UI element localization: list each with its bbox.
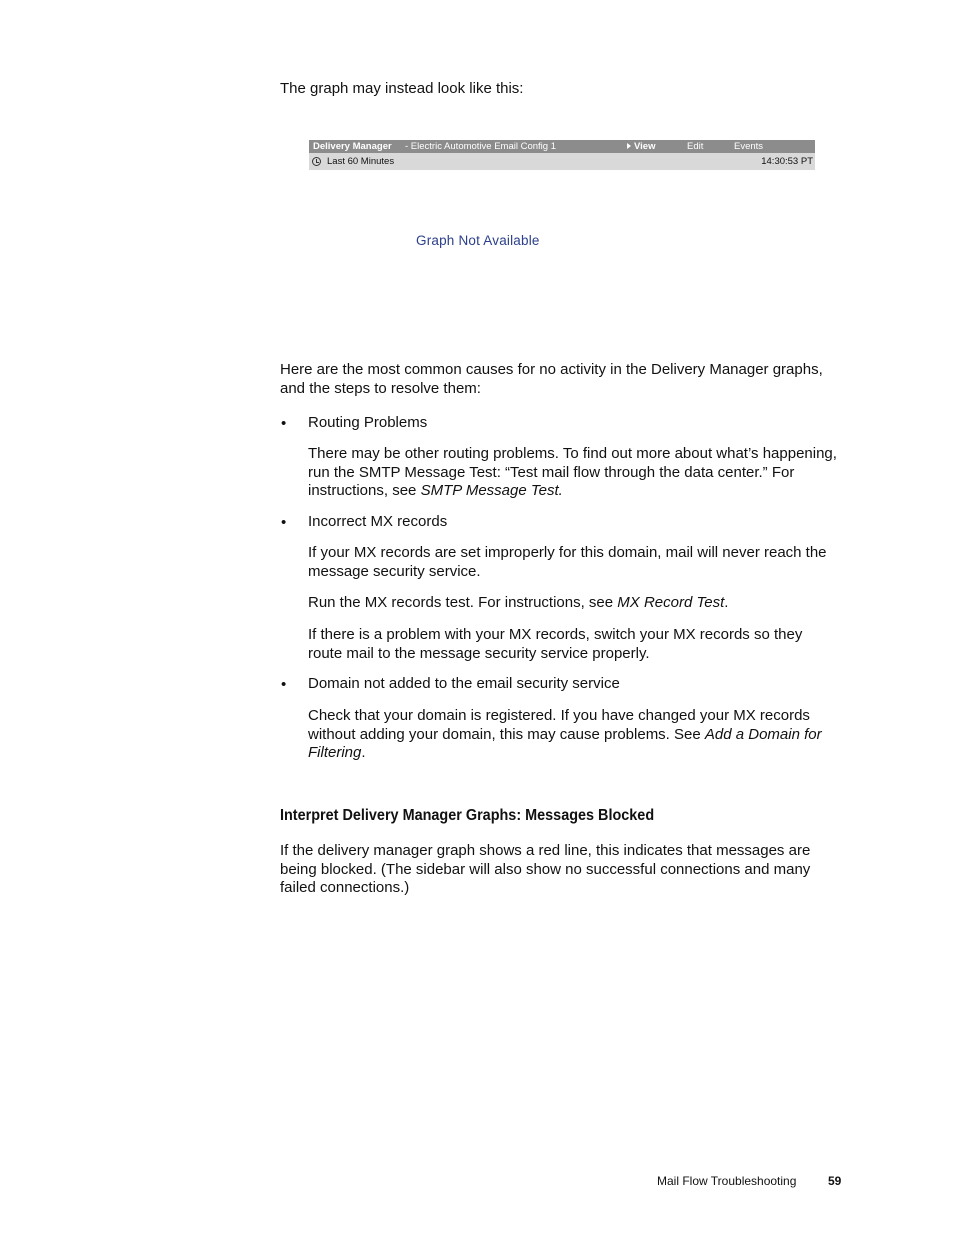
- mx-paragraph-2: Run the MX records test. For instructions, see MX Record Test.: [308, 594, 729, 611]
- smtp-message-test-link[interactable]: SMTP Message Test.: [420, 482, 563, 500]
- mx-paragraph-3: If there is a problem with your MX records, switch your MX records so they route mail to the message security service properly.: [308, 626, 803, 662]
- bullet-label-domain: Domain not added to the email security service: [308, 675, 620, 692]
- graph-not-available: Graph Not Available: [416, 233, 540, 248]
- delivery-manager-widget: [309, 140, 815, 170]
- mx-paragraph-1: If your MX records are set improperly for this domain, mail will never reach the message security service.: [308, 544, 827, 580]
- current-time: 14:30:53 PT: [761, 156, 813, 167]
- blocked-paragraph: If the delivery manager graph shows a red line, this indicates that messages are being blocked. (The sidebar will also show no successful connections and many failed connections.): [280, 842, 811, 897]
- widget-title: Delivery Manager: [313, 141, 392, 152]
- section-heading: Interpret Delivery Manager Graphs: Messages Blocked: [280, 807, 655, 824]
- time-range[interactable]: Last 60 Minutes: [327, 156, 395, 167]
- widget-title-bar: [309, 140, 815, 153]
- mx-record-test-link[interactable]: MX Record Test: [617, 594, 725, 611]
- bullet-label-mx: Incorrect MX records: [308, 513, 448, 530]
- causes-intro: Here are the most common causes for no activity in the Delivery Manager graphs, and the steps to resolve them:: [280, 361, 823, 397]
- bullet-symbol: •: [281, 676, 287, 693]
- routing-paragraph: There may be other routing problems. To find out more about what’s happening, run the SMTP Message Test: “Test mail flow through the data center.” For instructions, see SMTP Message Test.: [308, 445, 837, 500]
- bullet-symbol: •: [281, 415, 287, 432]
- edit-link[interactable]: Edit: [687, 141, 704, 152]
- page-number: 59: [828, 1174, 842, 1188]
- intro-text: The graph may instead look like this:: [280, 80, 524, 97]
- caret-right-icon: [627, 143, 631, 149]
- add-domain-link[interactable]: Add a Domain for Filtering: [308, 725, 822, 762]
- footer-section: Mail Flow Troubleshooting: [657, 1174, 797, 1188]
- widget-time-bar: [309, 153, 815, 170]
- bullet-label-routing: Routing Problems: [308, 414, 428, 431]
- clock-icon: [312, 157, 321, 166]
- widget-config-name: - Electric Automotive Email Config 1: [405, 141, 557, 152]
- bullet-symbol: •: [281, 514, 287, 531]
- view-link[interactable]: View: [627, 140, 655, 153]
- events-link[interactable]: Events: [734, 141, 764, 152]
- domain-paragraph: Check that your domain is registered. If you have changed your MX records without adding your domain, this may cause problems. See Add a Domain for Filtering.: [308, 707, 822, 762]
